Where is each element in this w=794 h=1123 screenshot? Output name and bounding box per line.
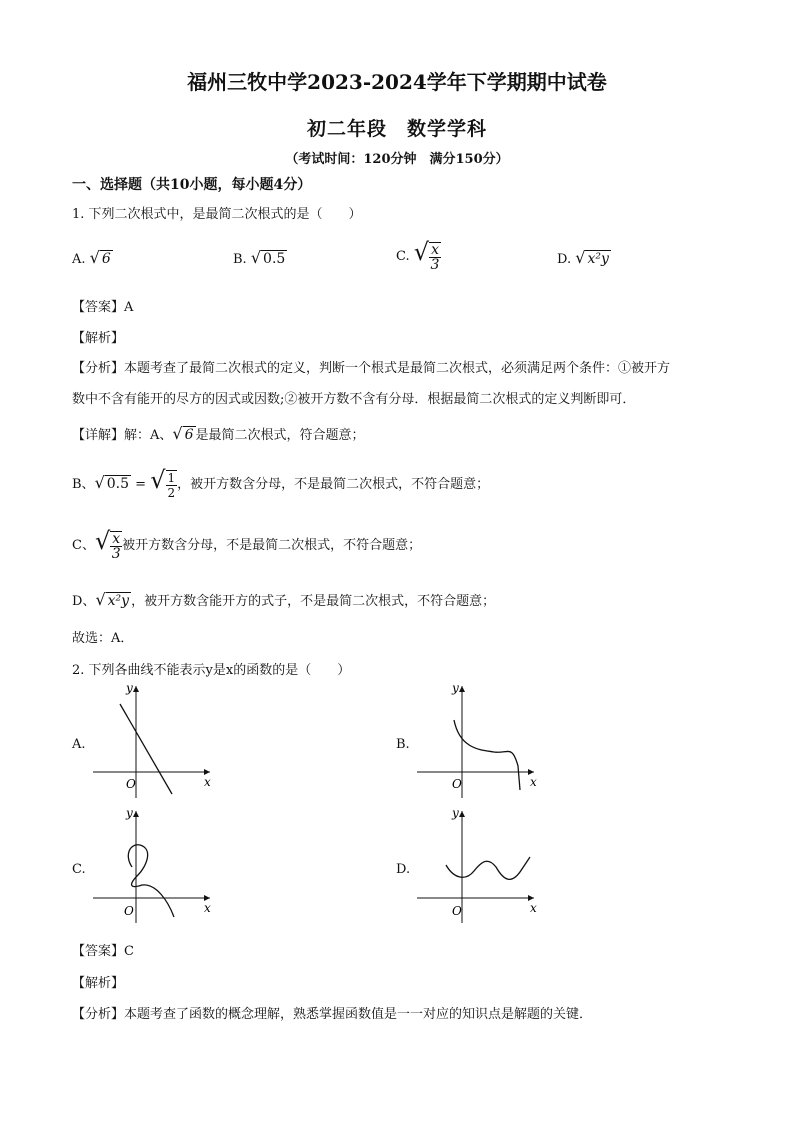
q1-detail-b: B、√ 0.5 = √ $\frac{1}{2}$ ，被开方数含分母，不是最简二次根式，不符合题意； bbox=[72, 466, 490, 500]
x-axis-label: x bbox=[204, 901, 211, 915]
y-axis-label: y bbox=[126, 806, 133, 820]
answer-tag: 【答案】 bbox=[72, 944, 125, 959]
q2-graph-d bbox=[412, 805, 542, 925]
curve bbox=[454, 720, 520, 790]
fenxi-text: 本题考查了最简二次根式的定义，判断一个根式是最简二次根式，必须满足两个条件：①被开方 bbox=[124, 361, 671, 376]
origin-label: O bbox=[452, 777, 462, 791]
answer-value: C bbox=[124, 944, 134, 959]
fraction-denominator: 3 bbox=[430, 256, 440, 273]
detail-radicand: 0.5 bbox=[106, 476, 130, 492]
detail-text: B、 bbox=[72, 477, 95, 492]
detail-text: 是最简二次根式，符合题意； bbox=[195, 428, 365, 443]
q2-option-a-label: A. bbox=[72, 737, 86, 752]
q1-analysis-tag: 【解析】 bbox=[72, 331, 125, 346]
origin-label: O bbox=[452, 904, 462, 918]
q2-graph-c bbox=[88, 805, 218, 925]
q2-option-b-label: B. bbox=[396, 737, 410, 752]
detail-text: ，被开方数含能开方的式子，不是最简二次根式，不符合题意； bbox=[131, 594, 496, 609]
fenxi-text: 本题考查了函数的概念理解，熟悉掌握函数值是一一对应的知识点是解题的关键． bbox=[124, 1007, 593, 1022]
detail-text: 解：A、 bbox=[124, 428, 173, 443]
exam-subtitle: 初二年段 数学学科 bbox=[306, 118, 487, 140]
fraction-denominator: 3 bbox=[111, 545, 121, 562]
answer-tag: 【答案】 bbox=[72, 300, 125, 315]
y-axis-label: y bbox=[452, 806, 459, 820]
q2-option-c-label: C. bbox=[72, 862, 86, 877]
fraction-numerator: x bbox=[431, 241, 439, 258]
fraction-numerator: 1 bbox=[167, 470, 176, 485]
q2-answer bbox=[72, 940, 134, 959]
q1-conclusion: 故选：A． bbox=[72, 631, 134, 646]
q2-graph-b bbox=[412, 680, 542, 800]
fraction-numerator: x bbox=[112, 530, 121, 547]
q1-stem: 1. 下列二次根式中，是最简二次根式的是（ ） bbox=[72, 207, 362, 222]
x-axis-label: x bbox=[530, 901, 537, 915]
detail-radicand: 6 bbox=[184, 427, 194, 443]
curve bbox=[128, 845, 174, 917]
detail-text: 被开方数含分母，不是最简二次根式，不符合题意； bbox=[122, 538, 422, 553]
exam-info: （考试时间：120分钟 满分150分） bbox=[285, 152, 509, 167]
detail-tag: 【详解】 bbox=[72, 428, 125, 443]
q2-graph-a bbox=[88, 680, 218, 800]
q1-option-b: B. √ 0.5 bbox=[233, 248, 286, 267]
option-value: 6 bbox=[101, 251, 111, 267]
exam-title: 福州三牧中学2023-2024学年下学期期中试卷 bbox=[187, 70, 607, 94]
option-value: x²y bbox=[587, 251, 609, 267]
q1-answer bbox=[72, 296, 133, 315]
curve bbox=[446, 857, 530, 879]
q1-option-d: D. √ x²y bbox=[557, 248, 609, 267]
fenxi-tag: 【分析】 bbox=[72, 1007, 125, 1022]
detail-text: ，被开方数含分母，不是最简二次根式，不符合题意； bbox=[177, 477, 490, 492]
option-label: A. bbox=[72, 252, 86, 267]
q1-option-c: C. √ $\frac{x}{3}$ bbox=[396, 238, 440, 273]
y-axis-label: y bbox=[452, 681, 459, 695]
section-heading: 一、选择题（共10小题，每小题4分） bbox=[72, 177, 312, 193]
q1-fenxi-line2: 数中不含有能开的尽方的因式或因数;②被开方数不含有分母．根据最简二次根式的定义判断即可． bbox=[72, 392, 636, 407]
detail-radicand: x²y bbox=[107, 593, 130, 609]
fenxi-tag: 【分析】 bbox=[72, 361, 125, 376]
fraction-denominator: 2 bbox=[167, 485, 176, 500]
q1-detail-a: 【详解】解：A、√ 6 是最简二次根式，符合题意； bbox=[72, 424, 365, 443]
origin-label: O bbox=[124, 904, 134, 918]
q2-analysis-tag: 【解析】 bbox=[72, 976, 125, 991]
q1-option-a: A. √ 6 bbox=[72, 248, 111, 267]
q2-stem: 2. 下列各曲线不能表示y是x的函数的是（ ） bbox=[72, 663, 351, 678]
q2-option-d-label: D. bbox=[396, 862, 411, 877]
answer-value: A bbox=[124, 300, 134, 315]
y-axis-label: y bbox=[126, 681, 133, 695]
origin-label: O bbox=[126, 777, 136, 791]
q1-fenxi-line1 bbox=[72, 357, 670, 376]
x-axis-label: x bbox=[204, 775, 211, 789]
x-axis-label: x bbox=[530, 775, 537, 789]
detail-text: C、 bbox=[72, 538, 95, 553]
option-label: C. bbox=[396, 249, 410, 264]
q1-detail-d: D、√ x²y ，被开方数含能开方的式子，不是最简二次根式，不符合题意； bbox=[72, 590, 496, 609]
q2-fenxi-line1 bbox=[72, 1003, 592, 1022]
detail-text: D、 bbox=[72, 594, 96, 609]
option-label: B. bbox=[233, 252, 247, 267]
option-value: 0.5 bbox=[263, 251, 286, 267]
option-label: D. bbox=[557, 252, 572, 267]
q1-detail-c: C、√ $\frac{x}{3}$ 被开方数含分母，不是最简二次根式，不符合题意； bbox=[72, 527, 422, 562]
